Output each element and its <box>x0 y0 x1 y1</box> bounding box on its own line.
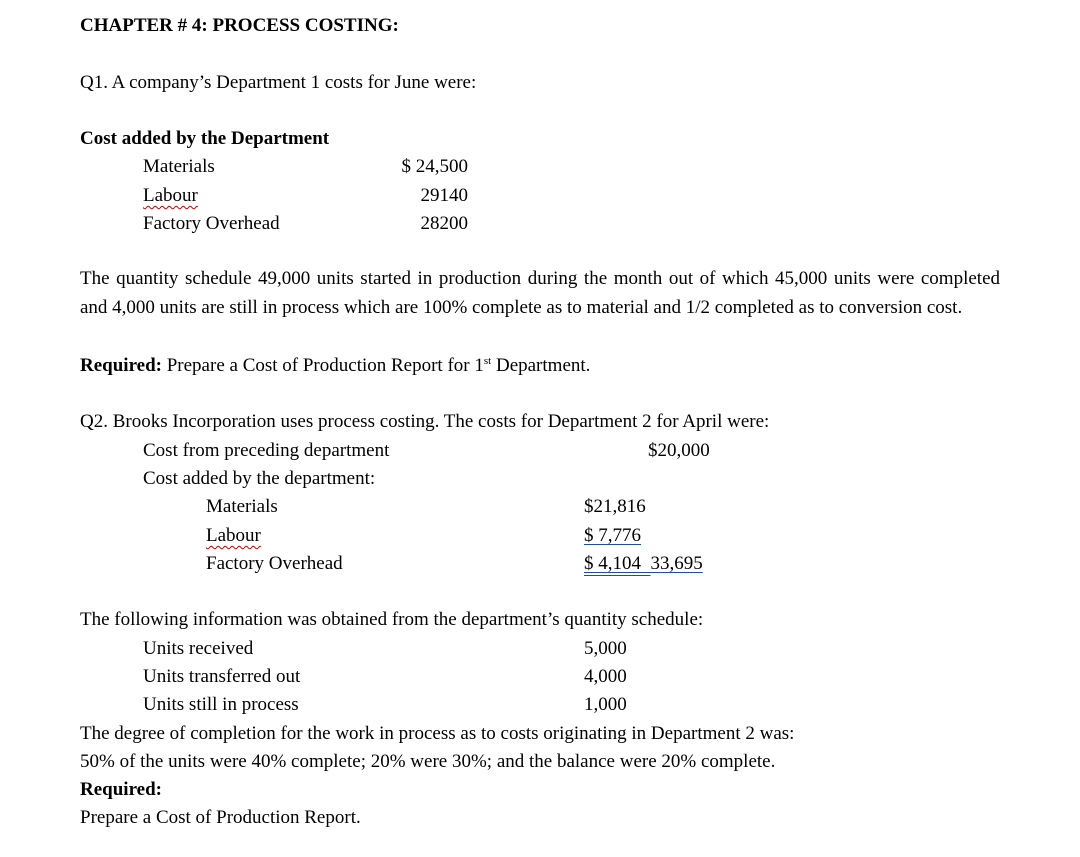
q1-item-materials-label: Materials <box>143 156 215 177</box>
q1-intro: Q1. A company’s Department 1 costs for June were: <box>80 72 477 93</box>
q2-item-materials-label: Materials <box>206 496 278 517</box>
q2-units-in-process-value: 1,000 <box>584 694 627 715</box>
q2-required-label: Required: <box>80 779 162 800</box>
q2-units-in-process-label: Units still in process <box>143 694 299 715</box>
q2-units-received-label: Units received <box>143 638 254 659</box>
q1-required-tail: Department. <box>495 355 591 376</box>
q1-required-label: Required: <box>80 355 162 376</box>
q2-item-materials-value: $21,816 <box>584 496 646 517</box>
q2-item-overhead-label: Factory Overhead <box>206 553 343 574</box>
q1-item-labour-label: Labour <box>143 185 198 206</box>
chapter-title: CHAPTER # 4: PROCESS COSTING: <box>80 15 399 36</box>
q2-required-text: Prepare a Cost of Production Report. <box>80 807 361 828</box>
q2-preceding-value: $20,000 <box>648 440 710 461</box>
q1-required-sup: st <box>483 355 492 367</box>
q1-required-text: Prepare a Cost of Production Report for 1 <box>166 355 484 376</box>
q1-item-overhead-label: Factory Overhead <box>143 213 280 234</box>
q2-units-transferred-label: Units transferred out <box>143 666 301 687</box>
q2-units-transferred-value: 4,000 <box>584 666 627 687</box>
q2-preceding-label: Cost from preceding department <box>143 440 390 461</box>
q2-item-overhead-gap <box>641 553 651 574</box>
q2-total-value: 33,695 <box>650 553 703 574</box>
q1-required <box>80 356 590 375</box>
q2-item-labour-label: Labour <box>206 525 261 546</box>
q1-cost-heading: Cost added by the Department <box>80 128 330 149</box>
q2-completion-line-2: 50% of the units were 40% complete; 20% were 30%; and the balance were 20% complete. <box>80 751 776 772</box>
q1-paragraph: The quantity schedule 49,000 units started in production during the month out of which 45,000 units were completed and 4,000 units are still in process which are 100% complete as to material and 1/2 completed as to conversion cost. <box>80 268 1000 318</box>
q1-item-labour-value: 29140 <box>420 185 468 206</box>
q2-completion-line-1: The degree of completion for the work in process as to costs originating in Department 2 was: <box>80 723 795 744</box>
q1-item-materials-value: $ 24,500 <box>401 156 468 177</box>
q2-added-label: Cost added by the department: <box>143 468 376 489</box>
q2-item-labour-value: $ 7,776 <box>584 525 641 546</box>
q2-info-intro: The following information was obtained from the department’s quantity schedule: <box>80 609 704 630</box>
q2-intro: Q2. Brooks Incorporation uses process costing. The costs for Department 2 for April were: <box>80 411 770 432</box>
q2-units-received-value: 5,000 <box>584 638 627 659</box>
q2-item-overhead-values <box>584 554 703 573</box>
q2-item-overhead-value: $ 4,104 <box>584 553 641 574</box>
q1-item-overhead-value: 28200 <box>420 213 468 234</box>
